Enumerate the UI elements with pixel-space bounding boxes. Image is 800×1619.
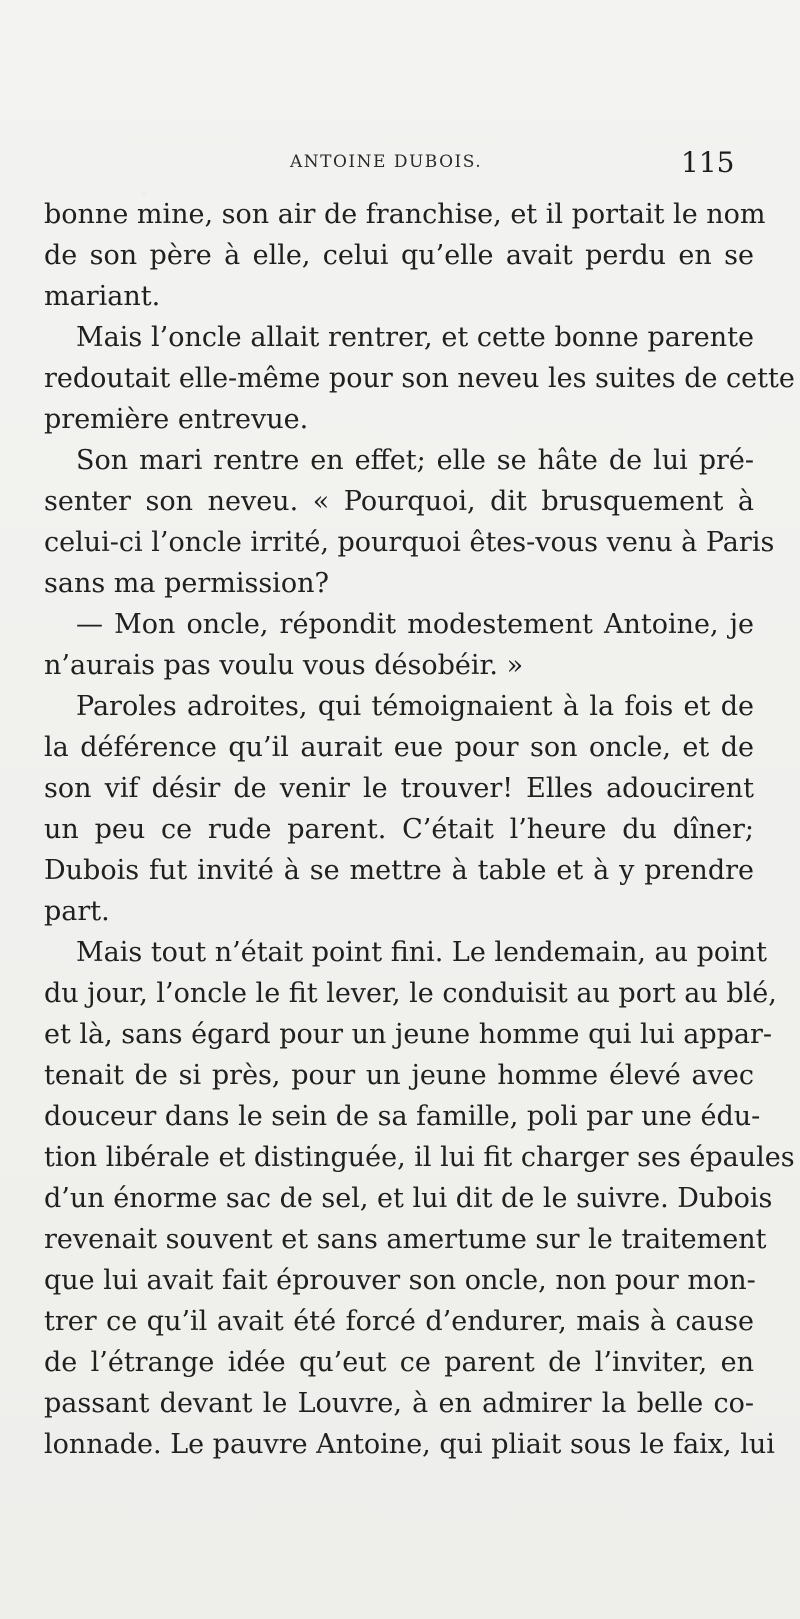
text-line: sans ma permission? <box>44 568 329 599</box>
paragraph-line: — Mon oncle, répondit modestement Antoine, je <box>76 609 754 640</box>
running-head: ANTOINE DUBOIS. <box>290 152 483 172</box>
text-line: du jour, l’oncle le fit lever, le conduisit au port au blé, <box>44 978 777 1009</box>
text-line: un peu ce rude parent. C’était l’heure du dîner; <box>44 814 754 845</box>
paragraph-line: Paroles adroites, qui témoignaient à la fois et de <box>76 691 754 722</box>
page-header <box>0 146 800 186</box>
text-line: celui-ci l’oncle irrité, pourquoi êtes-vous venu à Paris <box>44 527 775 558</box>
text-line: passant devant le Louvre, à en admirer la belle co- <box>44 1388 754 1419</box>
text-line: la déférence qu’il aurait eue pour son oncle, et de <box>44 732 754 763</box>
text-line: douceur dans le sein de sa famille, poli par une édu- <box>44 1101 761 1132</box>
text-line: d’un énorme sac de sel, et lui dit de le suivre. Dubois <box>44 1183 773 1214</box>
body-text <box>44 194 795 1465</box>
text-line: première entrevue. <box>44 404 309 435</box>
text-line: et là, sans égard pour un jeune homme qui lui appar- <box>44 1019 773 1050</box>
text-line: Dubois fut invité à se mettre à table et à y prendre <box>44 855 754 886</box>
text-line: revenait souvent et sans amertume sur le traitement <box>44 1224 767 1255</box>
text-line: de son père à elle, celui qu’elle avait perdu en se <box>44 240 754 271</box>
text-line: tion libérale et distinguée, il lui fit charger ses épaules <box>44 1142 795 1173</box>
text-line: n’aurais pas voulu vous désobéir. » <box>44 650 524 681</box>
text-line: lonnade. Le pauvre Antoine, qui pliait sous le faix, lui <box>44 1429 775 1460</box>
text-line: part. <box>44 896 110 927</box>
text-line: mariant. <box>44 281 161 312</box>
paragraph-line: Mais tout n’était point fini. Le lendemain, au point <box>76 937 768 968</box>
text-line: redoutait elle-même pour son neveu les suites de cette <box>44 363 795 394</box>
text-line: bonne mine, son air de franchise, et il portait le nom <box>44 199 766 230</box>
text-line: son vif désir de venir le trouver! Elles adoucirent <box>44 773 754 804</box>
paragraph-line: Mais l’oncle allait rentrer, et cette bonne parente <box>76 322 754 353</box>
text-line: tenait de si près, pour un jeune homme élevé avec <box>44 1060 754 1091</box>
paragraph-line: Son mari rentre en effet; elle se hâte de lui pré- <box>76 445 754 476</box>
text-line: que lui avait fait éprouver son oncle, non pour mon- <box>44 1265 756 1296</box>
text-line: trer ce qu’il avait été forcé d’endurer, mais à cause <box>44 1306 754 1337</box>
text-line: senter son neveu. « Pourquoi, dit brusquement à <box>44 486 754 517</box>
text-line: de l’étrange idée qu’eut ce parent de l’inviter, en <box>44 1347 754 1378</box>
page-number: 115 <box>681 146 735 179</box>
